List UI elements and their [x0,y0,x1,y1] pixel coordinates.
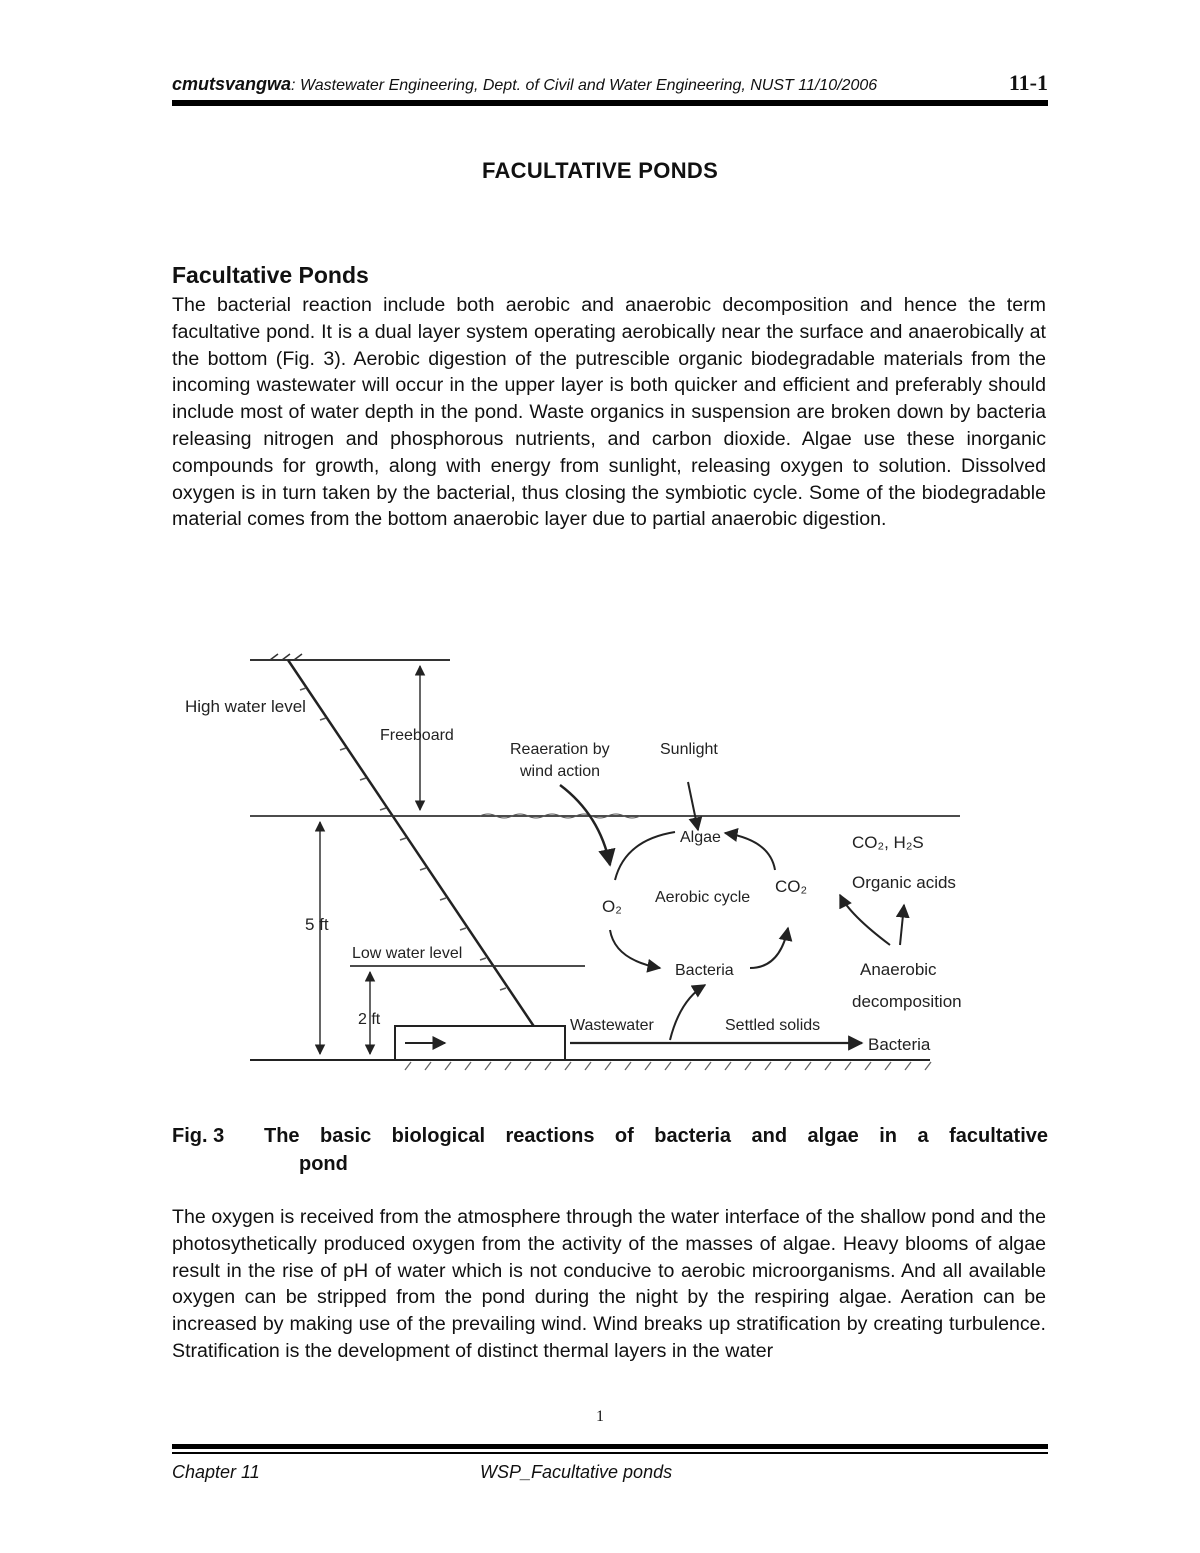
body-paragraph-2: The oxygen is received from the atmosphere through the water interface of the shallow pond and the photosythetically produced oxygen from the activity of the masses of algae. Heavy blooms of algae result in the rise of pH of water which is not conducive to aerobic microorganisms. And all available oxygen can be stripped from the pond during the night by the respiring algae. Aeration can be increased by making use of the prevailing wind. Wind breaks up stratification by creating turbulence. Stratification is the development of distinct thermal layers in the water [172,1206,1046,1362]
label-aerobic-cycle: Aerobic cycle [655,889,751,906]
footer-file: WSP_Facultative ponds [480,1462,673,1482]
label-anaerobic-1: Anaerobic [860,960,937,979]
label-algae: Algae [680,829,721,846]
label-wastewater: Wastewater [570,1017,654,1034]
wastewater-to-bacteria-arrow [670,985,705,1040]
label-organic-acids: Organic acids [852,873,956,892]
label-bacteria-top: Bacteria [675,962,734,979]
header-subtitle: : Wastewater Engineering, Dept. of Civil and Water Engineering, NUST 11/10/2006 [291,77,878,94]
facultative-pond-diagram [185,630,962,1090]
footer-chapter: Chapter 11 [172,1462,260,1482]
header-author: cmutsvangwa [172,74,292,94]
footer-rule-thin [172,1452,1048,1454]
label-reaeration-2: wind action [520,763,601,780]
page-title: FACULTATIVE PONDS [481,158,719,183]
label-two-ft: 2 ft [358,1011,381,1028]
body-paragraph-1: The bacterial reaction include both aerobic and anaerobic decomposition and hence the term facultative pond. It is a dual layer system operating aerobically near the surface and anaerobically at the bottom (Fig. 3). Aerobic digestion of the putrescible organic biodegradable materials from the incoming wastewater will occur in the upper layer is both quicker and efficient and preferably should include most of water depth in the pond. Waste organics in suspension are broken down by bacteria releasing nitrogen and phosphorous nutrients, and carbon dioxide. Algae use these inorganic compounds for growth, along with energy from sunlight, releasing oxygen to solution. Dissolved oxygen is in turn taken by the bacterial, thus closing the symbiotic cycle. Some of the biodegradable material comes from the bottom anaerobic layer due to partial anaerobic digestion. [172,294,1046,531]
label-co2: CO₂ [775,877,808,896]
anaerobic-to-organic-acids-arrow [840,895,890,945]
header-rule [172,100,1048,106]
footer-rule-thick [172,1444,1048,1449]
reaeration-arrow [560,785,610,865]
footer-page-number: 1 [596,1408,604,1425]
label-o2: O₂ [602,897,622,916]
label-anaerobic-2: decomposition [852,992,962,1011]
sunlight-arrow [688,782,698,830]
embankment-slope [288,660,535,1028]
bacteria-to-co2-arrow [750,928,788,968]
co2-to-algae-arrow [725,833,775,870]
caption-text [264,1122,1048,1178]
label-reaeration-1: Reaeration by [510,741,610,758]
o2-to-bacteria-arrow [610,930,660,968]
label-bacteria-bottom: Bacteria [868,1035,931,1054]
caption-line-1: The basic biological reactions of bacteria and algae in a facultative [264,1125,1048,1147]
ground-hatch [405,1062,931,1070]
label-freeboard: Freeboard [380,727,454,744]
label-co2-h2s: CO₂, H₂S [852,833,924,852]
section-heading: Facultative Ponds [172,262,369,288]
label-settled-solids: Settled solids [725,1017,821,1034]
header-page-number: 11-1 [1008,70,1048,95]
label-high-water-level: High water level [185,697,306,716]
label-sunlight: Sunlight [660,741,718,758]
caption-line-2: pond [299,1153,348,1175]
caption-number: Fig. 3 [172,1125,225,1147]
label-five-ft: 5 ft [305,915,329,934]
o2-to-algae-arrow [615,832,675,880]
label-low-water-level: Low water level [352,945,463,962]
anaerobic-up-arrow [900,905,904,945]
